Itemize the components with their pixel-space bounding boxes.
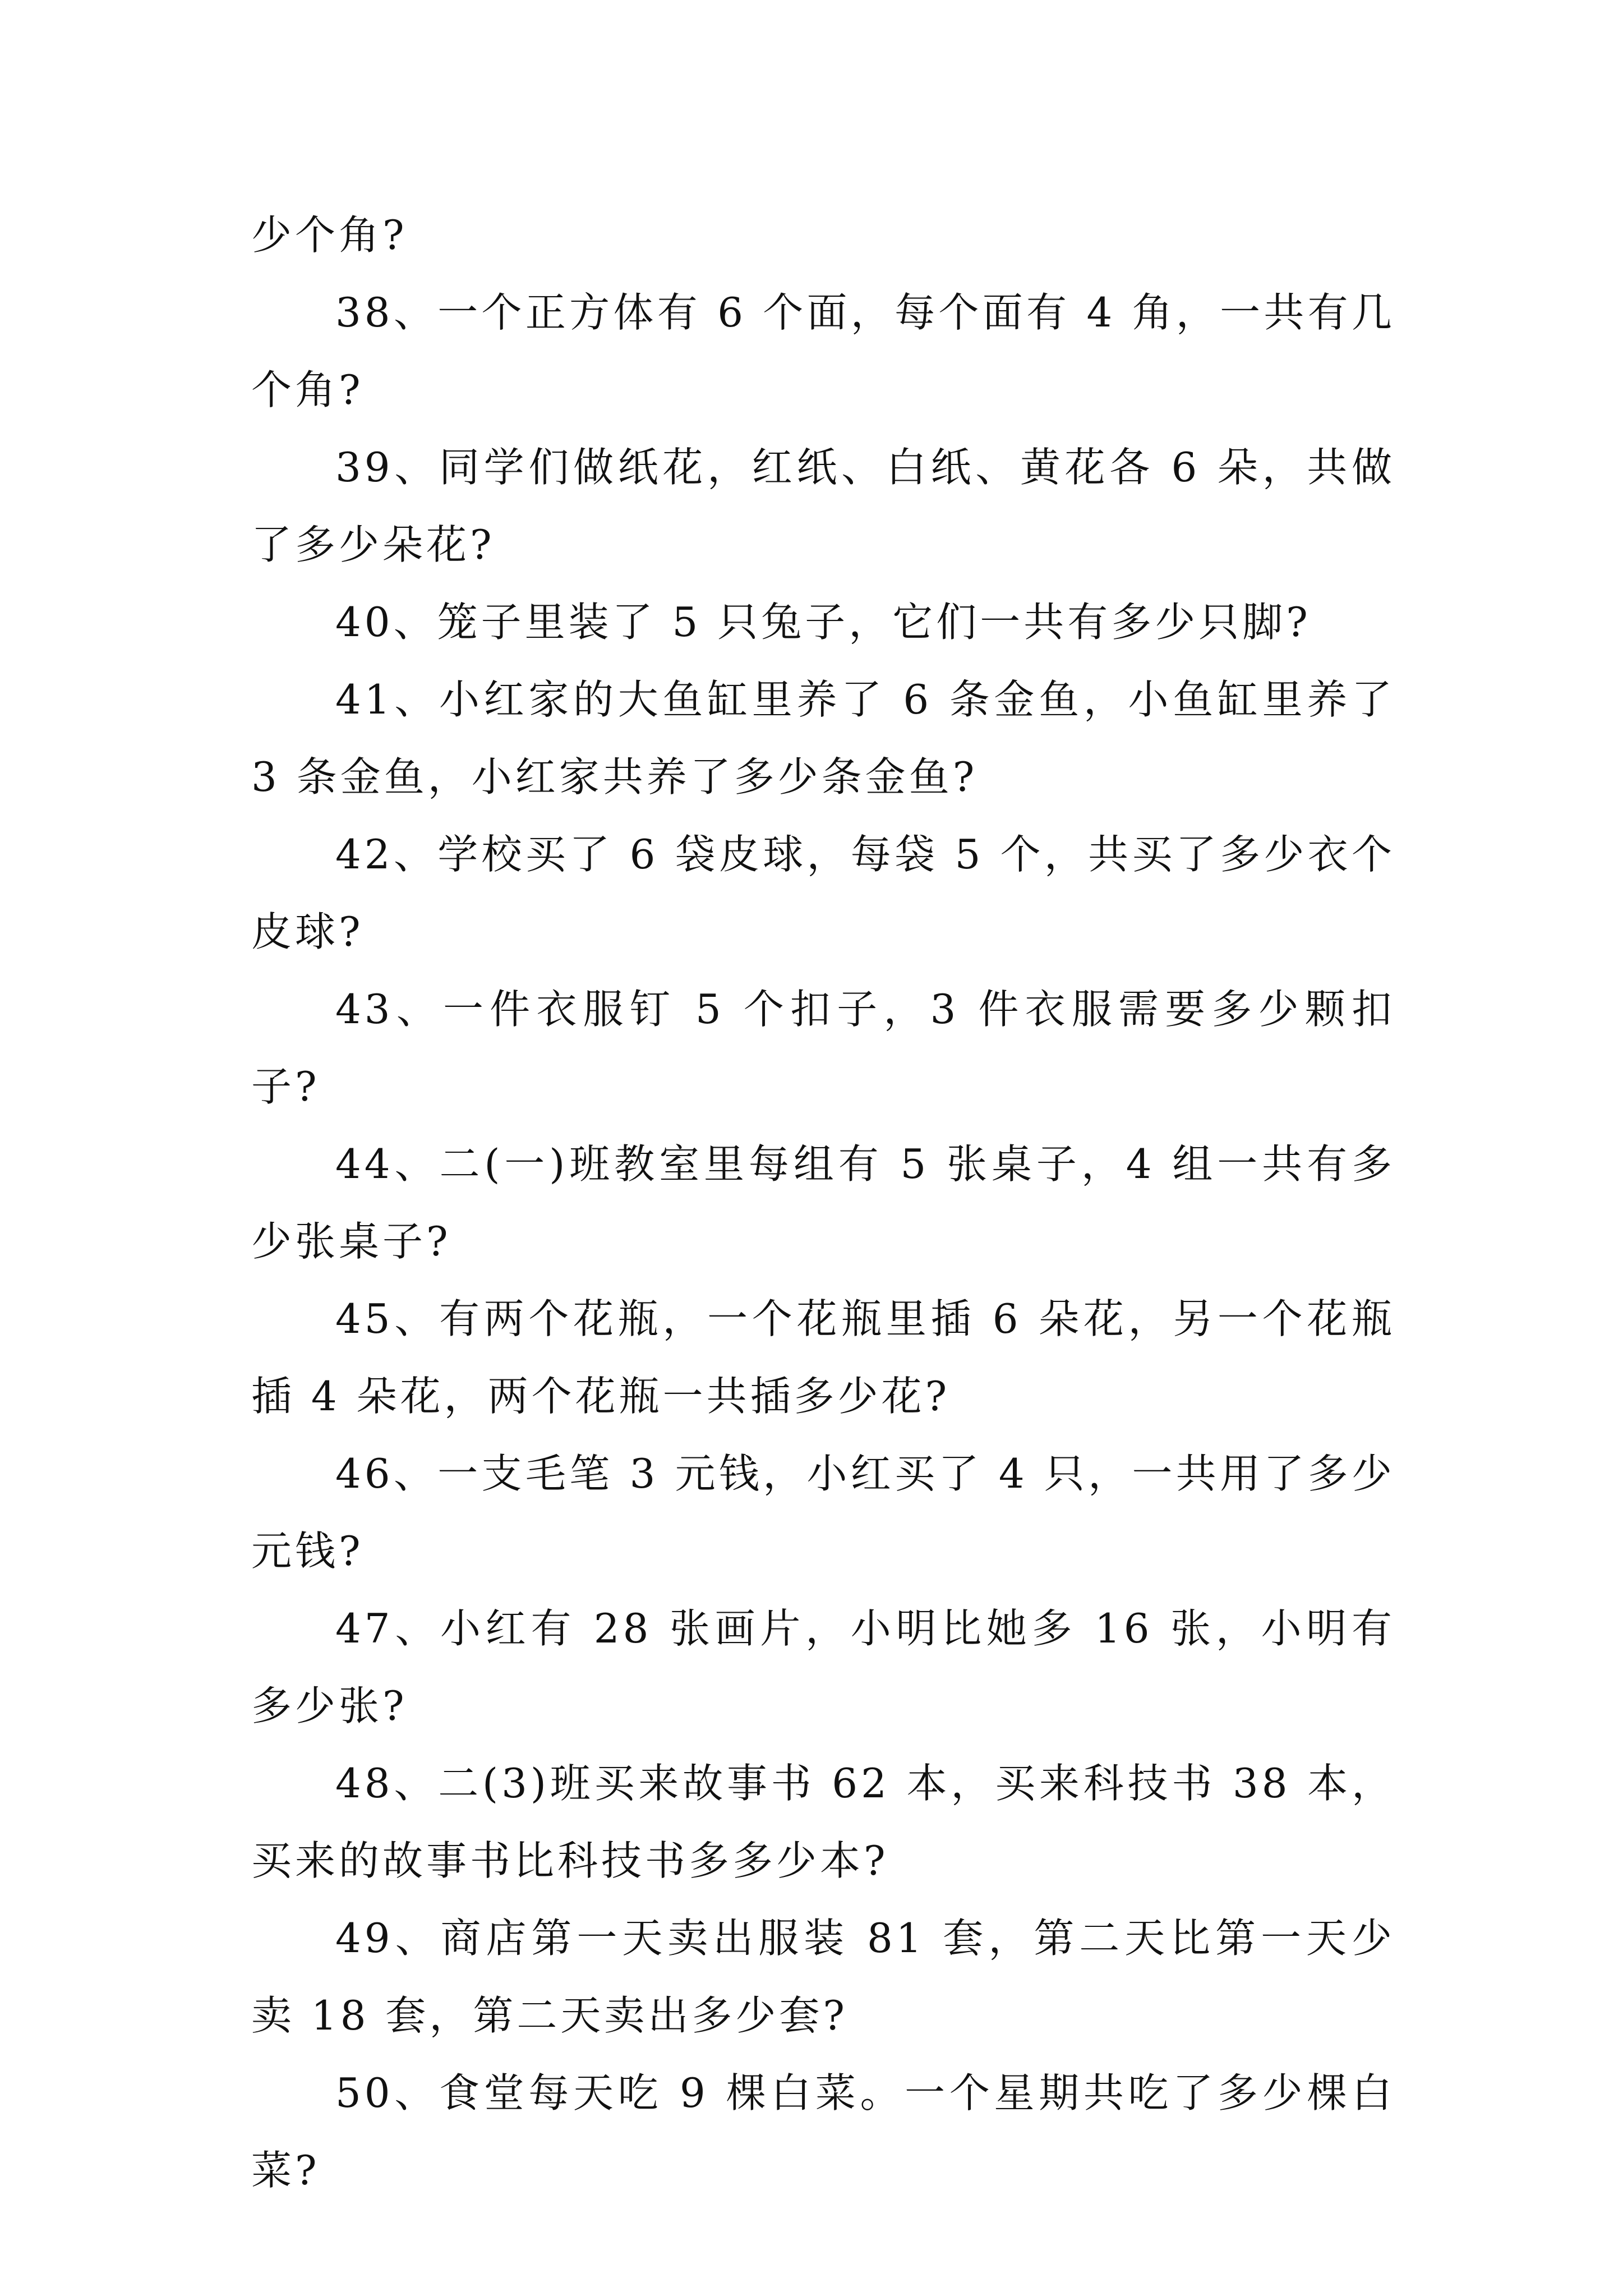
question-45: 45、有两个花瓶，一个花瓶里插 6 朵花，另一个花瓶插 4 朵花，两个花瓶一共插多少花? — [251, 1295, 1395, 1420]
question-44: 44、二(一)班教室里每组有 5 张桌子，4 组一共有多少张桌子? — [251, 1140, 1395, 1265]
question-49: 49、商店第一天卖出服装 81 套，第二天比第一天少卖 18 套，第二天卖出多少套? — [251, 1915, 1395, 2039]
document-body — [251, 196, 1395, 2209]
question-46: 46、一支毛笔 3 元钱，小红买了 4 只，一共用了多少元钱? — [251, 1450, 1395, 1575]
continuation-text: 少个角? — [251, 211, 408, 259]
question-38: 38、一个正方体有 6 个面，每个面有 4 角，一共有几个角? — [251, 289, 1395, 413]
question-40: 40、笼子里装了 5 只兔子，它们一共有多少只脚? — [335, 599, 1311, 646]
question-43: 43、一件衣服钉 5 个扣子，3 件衣服需要多少颗扣子? — [251, 986, 1395, 1110]
question-48: 48、二(3)班买来故事书 62 本，买来科技书 38 本，买来的故事书比科技书多多少本? — [251, 1760, 1395, 1884]
question-41: 41、小红家的大鱼缸里养了 6 条金鱼，小鱼缸里养了 3 条金鱼，小红家共养了多少条金鱼? — [251, 676, 1395, 800]
question-50: 50、食堂每天吃 9 棵白菜。一个星期共吃了多少棵白菜? — [251, 2069, 1395, 2194]
question-47: 47、小红有 28 张画片，小明比她多 16 张，小明有多少张? — [251, 1605, 1395, 1729]
question-39: 39、同学们做纸花，红纸、白纸、黄花各 6 朵，共做了多少朵花? — [251, 444, 1395, 568]
question-42: 42、学校买了 6 袋皮球，每袋 5 个，共买了多少衣个皮球? — [251, 831, 1395, 955]
